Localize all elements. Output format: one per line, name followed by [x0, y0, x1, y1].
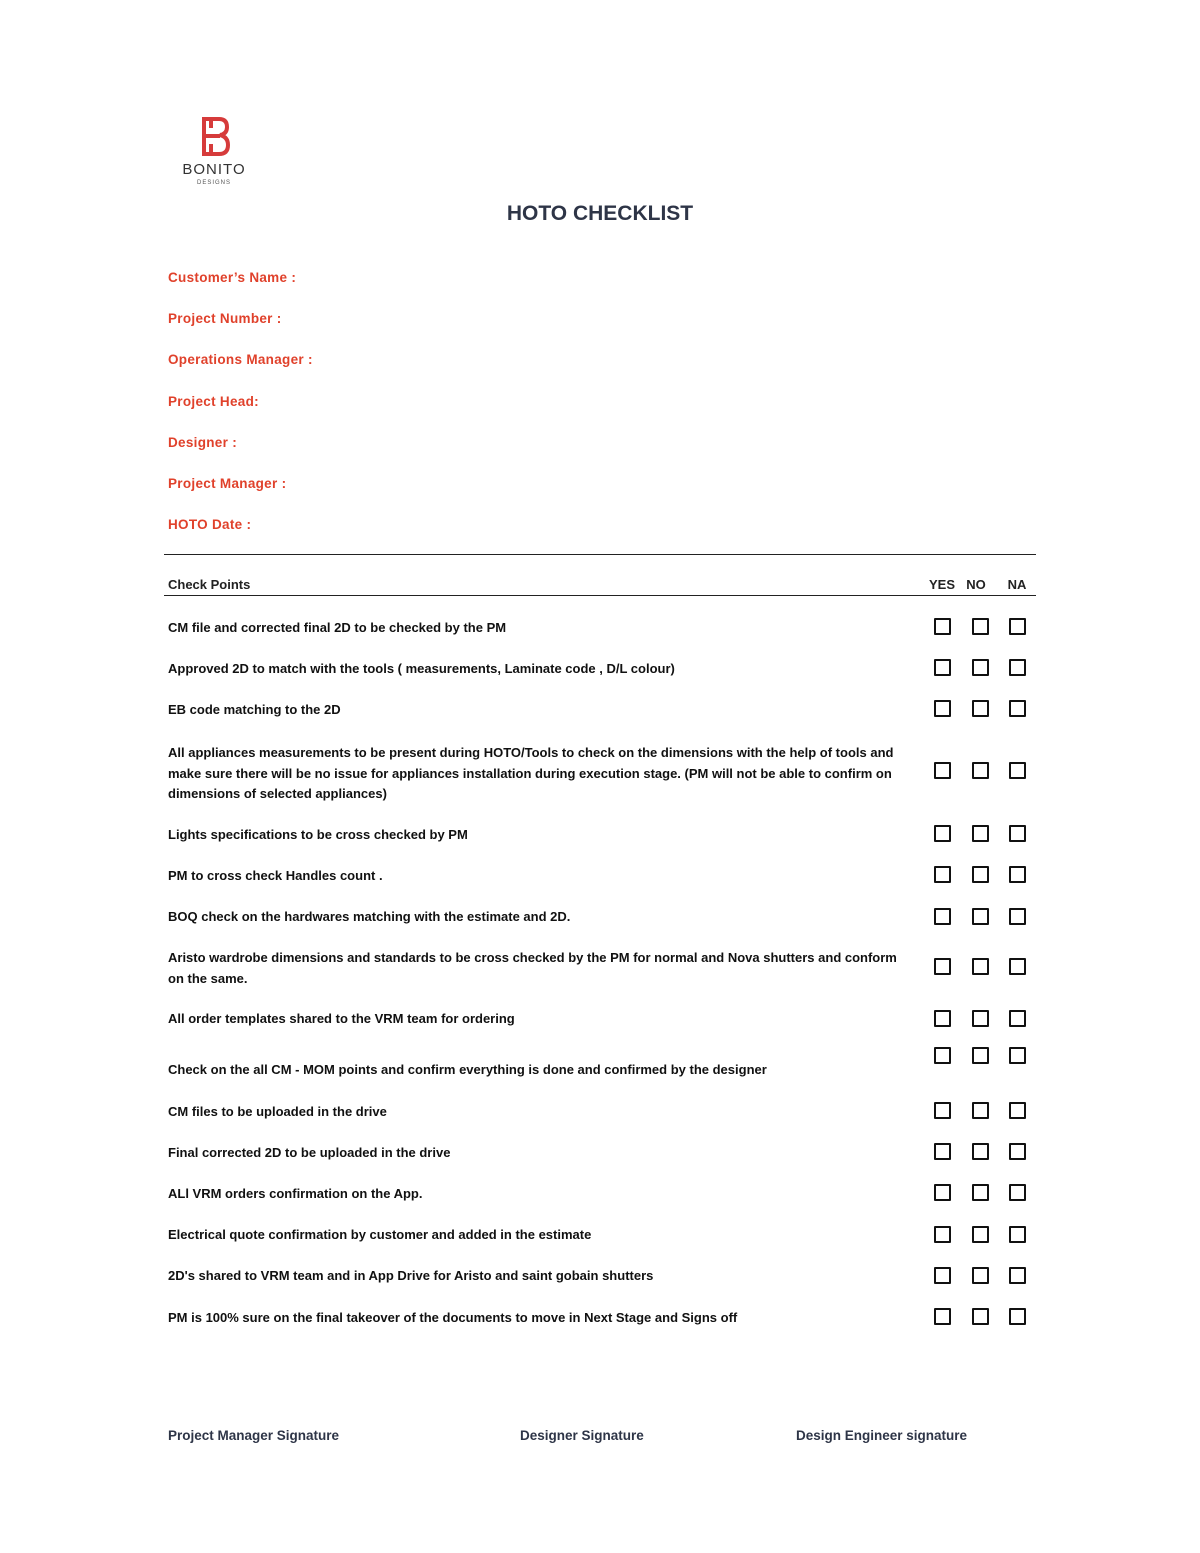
bonito-logo-icon: [177, 116, 251, 160]
yes-checkbox[interactable]: [934, 958, 951, 975]
divider-top: [164, 554, 1036, 555]
yes-checkbox[interactable]: [934, 1226, 951, 1243]
yes-checkbox[interactable]: [934, 1184, 951, 1201]
checkpoint-text: Final corrected 2D to be uploaded in the drive: [168, 1145, 451, 1160]
no-checkbox[interactable]: [972, 1267, 989, 1284]
na-checkbox[interactable]: [1009, 1184, 1026, 1201]
checkpoint-text: All appliances measurements to be present during HOTO/Tools to check on the dimensions with the help of tools and make sure there will be no issue for appliances installation during execution stage. (PM will not be able to confirm on dimensions of selected appliances): [168, 745, 894, 801]
page-title: HOTO CHECKLIST: [506, 202, 694, 225]
no-checkbox[interactable]: [972, 1226, 989, 1243]
checkpoint-text: CM file and corrected final 2D to be checked by the PM: [168, 620, 507, 635]
no-checkbox[interactable]: [972, 1047, 989, 1064]
na-checkbox[interactable]: [1009, 618, 1026, 635]
info-field-label: Project Manager :: [168, 475, 287, 491]
na-checkbox[interactable]: [1009, 908, 1026, 925]
check-points-header: Check Points: [168, 577, 251, 592]
checkpoint-text: PM is 100% sure on the final takeover of the documents to move in Next Stage and Signs off: [168, 1310, 738, 1325]
yes-checkbox[interactable]: [934, 825, 951, 842]
na-checkbox[interactable]: [1009, 1267, 1026, 1284]
yes-checkbox[interactable]: [934, 1047, 951, 1064]
na-checkbox[interactable]: [1009, 1308, 1026, 1325]
checkpoint-text: BOQ check on the hardwares matching with the estimate and 2D.: [168, 909, 571, 924]
no-checkbox[interactable]: [972, 866, 989, 883]
no-column-header: NO: [966, 577, 986, 592]
checkpoint-text: 2D's shared to VRM team and in App Drive for Aristo and saint gobain shutters: [168, 1268, 654, 1283]
info-field-label: Project Head:: [168, 393, 259, 409]
checkpoint-text: Check on the all CM - MOM points and confirm everything is done and confirmed by the designer: [168, 1062, 767, 1077]
info-field-label: Operations Manager :: [168, 352, 313, 368]
no-checkbox[interactable]: [972, 659, 989, 676]
no-checkbox[interactable]: [972, 908, 989, 925]
divider-header: [164, 595, 1036, 596]
checkpoint-text: Aristo wardrobe dimensions and standards to be cross checked by the PM for normal and Nova shutters and conform on the same.: [168, 950, 897, 986]
na-checkbox[interactable]: [1009, 958, 1026, 975]
checkpoint-text: EB code matching to the 2D: [168, 702, 341, 717]
checkpoint-text: Electrical quote confirmation by customer and added in the estimate: [168, 1227, 592, 1242]
no-checkbox[interactable]: [972, 700, 989, 717]
na-checkbox[interactable]: [1009, 1226, 1026, 1243]
logo-subtitle: DESIGNS: [196, 180, 231, 186]
checkpoint-text: CM files to be uploaded in the drive: [168, 1104, 387, 1119]
na-checkbox[interactable]: [1009, 762, 1026, 779]
info-field-label: HOTO Date :: [168, 517, 252, 533]
no-checkbox[interactable]: [972, 1102, 989, 1119]
yes-column-header: YES: [928, 577, 955, 592]
no-checkbox[interactable]: [972, 1308, 989, 1325]
design-engineer-signature-label: Design Engineer signature: [796, 1428, 968, 1443]
yes-checkbox[interactable]: [934, 700, 951, 717]
na-checkbox[interactable]: [1009, 700, 1026, 717]
checkpoint-text: Lights specifications to be cross checked by PM: [168, 827, 468, 842]
no-checkbox[interactable]: [972, 825, 989, 842]
checkpoint-text: Approved 2D to match with the tools ( measurements, Laminate code , D/L colour): [168, 661, 675, 676]
company-logo: [177, 116, 251, 190]
yes-checkbox[interactable]: [934, 1267, 951, 1284]
designer-signature-label: Designer Signature: [520, 1428, 644, 1443]
no-checkbox[interactable]: [972, 762, 989, 779]
yes-checkbox[interactable]: [934, 618, 951, 635]
na-checkbox[interactable]: [1009, 1010, 1026, 1027]
no-checkbox[interactable]: [972, 618, 989, 635]
yes-checkbox[interactable]: [934, 866, 951, 883]
no-checkbox[interactable]: [972, 1143, 989, 1160]
na-checkbox[interactable]: [1009, 825, 1026, 842]
pm-signature-label: Project Manager Signature: [168, 1428, 340, 1443]
yes-checkbox[interactable]: [934, 659, 951, 676]
yes-checkbox[interactable]: [934, 1143, 951, 1160]
no-checkbox[interactable]: [972, 958, 989, 975]
checkpoint-text: ALl VRM orders confirmation on the App.: [168, 1186, 423, 1201]
na-checkbox[interactable]: [1009, 659, 1026, 676]
info-fields: [168, 270, 313, 558]
checkpoint-text: All order templates shared to the VRM team for ordering: [168, 1011, 515, 1026]
checkpoint-text: PM to cross check Handles count .: [168, 868, 383, 883]
logo-wordmark: BONITO: [182, 161, 246, 178]
na-checkbox[interactable]: [1009, 1143, 1026, 1160]
na-checkbox[interactable]: [1009, 1102, 1026, 1119]
no-checkbox[interactable]: [972, 1184, 989, 1201]
yes-checkbox[interactable]: [934, 1102, 951, 1119]
na-column-header: NA: [1007, 577, 1027, 592]
info-field-label: Customer’s Name :: [168, 270, 297, 285]
no-checkbox[interactable]: [972, 1010, 989, 1027]
yes-checkbox[interactable]: [934, 908, 951, 925]
yes-checkbox[interactable]: [934, 762, 951, 779]
info-field-label: Project Number :: [168, 311, 282, 327]
na-checkbox[interactable]: [1009, 1047, 1026, 1064]
na-checkbox[interactable]: [1009, 866, 1026, 883]
info-field-label: Designer :: [168, 434, 238, 450]
yes-checkbox[interactable]: [934, 1010, 951, 1027]
yes-checkbox[interactable]: [934, 1308, 951, 1325]
